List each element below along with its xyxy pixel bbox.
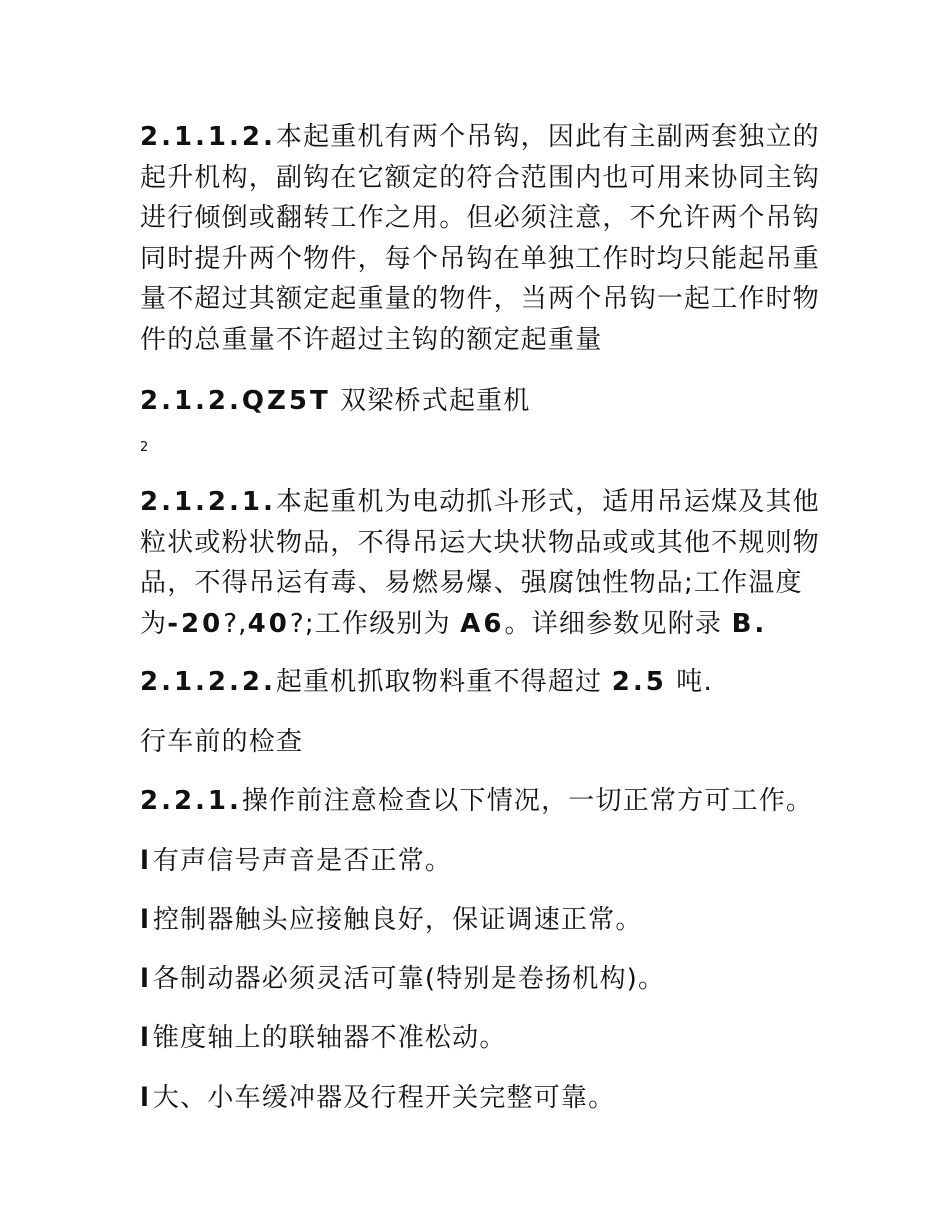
bullet-marker: l [140,964,149,994]
paragraph-text: 本起重机有两个吊钩，因此有主副两套独立的起升机构，副钩在它额定的符合范围内也可用来协同主钩进行倾倒或翻转工作之用。但必须注意，不允许两个吊钩同时提升两个物件，每个吊钩在单独工作时均只能起吊重量不超过其额定起重量的物件，当两个吊钩一起工作时物件的总重量不许超过主钩的额定起重量 [140,122,821,355]
bullet-item [140,900,820,941]
paragraph-2-1-1-2 [140,117,820,360]
heading-inspection [140,722,820,763]
paragraph-text: 起重机抓取物料重不得超过 [275,667,612,697]
bullet-item [140,1018,820,1059]
heading-text: 行车前的检查 [140,727,304,757]
section-number: 2.1.2.QZ5T [140,386,331,416]
bullet-text: 锥度轴上的联轴器不准松动。 [152,1023,507,1053]
bullet-item [140,1078,820,1119]
bullet-marker: l [140,1023,149,1053]
section-number: 2.1.1.2. [140,122,276,152]
appendix-ref: B. [731,608,768,639]
bullet-marker: l [140,905,149,935]
work-level-text: ?;工作级别为 [289,608,461,639]
bullet-item [140,959,820,1000]
bullet-text: 各制动器必须灵活可靠(特别是卷扬机构)。 [152,964,666,994]
section-number: 2.1.2.1. [140,487,276,517]
temp-separator: ?, [223,608,248,639]
paragraph-2-1-2-1 [140,482,820,644]
section-number: 2.2.1. [140,786,242,816]
bullet-text: 有声信号声音是否正常。 [152,846,453,876]
bullet-text: 大、小车缓冲器及行程开关完整可靠。 [152,1083,616,1113]
paragraph-text: 操作前注意检查以下情况，一切正常方可工作。 [241,786,814,816]
paragraph-2-1-2-2 [140,662,820,703]
bullet-marker: l [140,846,149,876]
bullet-item [140,841,820,882]
heading-text: 双梁桥式起重机 [330,386,531,416]
temp-high: 40 [247,608,290,639]
bullet-marker: l [140,1083,149,1113]
temp-low: -20 [167,608,224,639]
section-number: 2.1.2.2. [140,667,276,697]
page-note: 2 [140,440,149,455]
work-level: A6 [460,608,505,639]
heading-2-1-2 [140,381,820,422]
weight-unit: 吨. [666,667,713,697]
weight-limit: 2.5 [611,667,667,697]
bullet-text: 控制器触头应接触良好，保证调速正常。 [152,905,643,935]
paragraph-2-2-1 [140,781,820,822]
paragraph-text: 本起重机为电动抓斗形式，适用吊运煤及其他粒状或粉状物品，不得吊运大块状物品或或其他不规则物品，不得吊运有毒、易燃易爆、强腐蚀性物品;工作温度为 [140,487,821,639]
appendix-text: 。详细参数见附录 [504,608,732,639]
